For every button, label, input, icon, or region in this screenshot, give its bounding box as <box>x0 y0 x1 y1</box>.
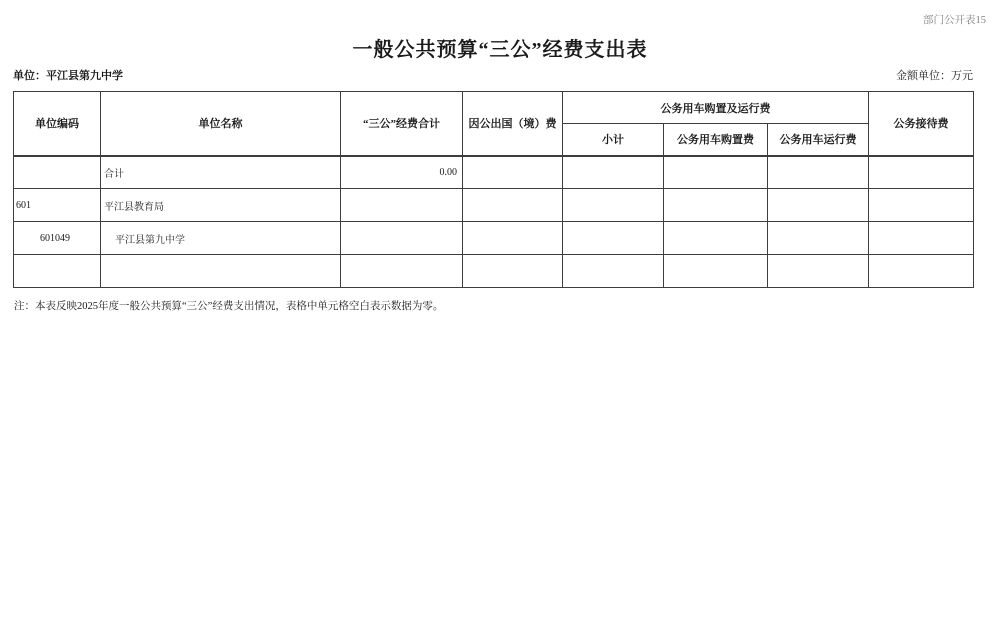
unit-label: 单位：平江县第九中学 <box>13 70 123 82</box>
cell-vehicle-subtotal <box>563 189 664 222</box>
cell-name: 平江县第九中学 <box>101 222 341 255</box>
cell-code <box>14 255 101 288</box>
cell-vehicle-operation <box>768 156 869 189</box>
footnote: 注：本表反映2025年度一般公共预算“三公”经费支出情况，表格中单元格空白表示数据为零。 <box>14 301 444 312</box>
cell-vehicle-subtotal <box>563 255 664 288</box>
cell-abroad-fee <box>463 255 563 288</box>
cell-vehicle-subtotal <box>563 222 664 255</box>
cell-three-public-total <box>341 189 463 222</box>
header-vehicle-group: 公务用车购置及运行费 <box>563 92 869 124</box>
header-vehicle-purchase: 公务用车购置费 <box>664 124 768 156</box>
header-reception-fee: 公务接待费 <box>869 92 974 156</box>
cell-name: 平江县教育局 <box>101 189 341 222</box>
table-row-school <box>14 222 974 255</box>
header-unit-code: 单位编码 <box>14 92 101 156</box>
cell-abroad-fee <box>463 222 563 255</box>
header-unit-name: 单位名称 <box>101 92 341 156</box>
header-abroad-fee: 因公出国（境）费 <box>463 92 563 156</box>
page-title: 一般公共预算“三公”经费支出表 <box>352 39 648 61</box>
corner-note: 部门公开表15 <box>923 15 986 26</box>
header-three-public-total: “三公”经费合计 <box>341 92 463 156</box>
cell-reception-fee <box>869 255 974 288</box>
cell-three-public-total: 0.00 <box>341 156 463 189</box>
cell-vehicle-operation <box>768 255 869 288</box>
cell-vehicle-operation <box>768 189 869 222</box>
cell-vehicle-subtotal <box>563 156 664 189</box>
table-row-total <box>14 156 974 189</box>
cell-code <box>14 156 101 189</box>
cell-reception-fee <box>869 222 974 255</box>
table-body <box>14 156 974 288</box>
meta-row <box>13 67 973 83</box>
table-header <box>14 92 974 156</box>
header-vehicle-operation: 公务用车运行费 <box>768 124 869 156</box>
cell-code: 601049 <box>14 222 101 255</box>
cell-code: 601 <box>14 189 101 222</box>
cell-abroad-fee <box>463 156 563 189</box>
table-row-empty <box>14 255 974 288</box>
cell-name <box>101 255 341 288</box>
amount-unit-label: 金额单位：万元 <box>896 70 973 82</box>
cell-name: 合计 <box>101 156 341 189</box>
cell-reception-fee <box>869 156 974 189</box>
cell-three-public-total <box>341 255 463 288</box>
cell-vehicle-purchase <box>664 255 768 288</box>
cell-three-public-total <box>341 222 463 255</box>
cell-vehicle-purchase <box>664 189 768 222</box>
cell-vehicle-operation <box>768 222 869 255</box>
cell-vehicle-purchase <box>664 222 768 255</box>
cell-abroad-fee <box>463 189 563 222</box>
header-vehicle-subtotal: 小计 <box>563 124 664 156</box>
cell-reception-fee <box>869 189 974 222</box>
cell-vehicle-purchase <box>664 156 768 189</box>
table-row-bureau <box>14 189 974 222</box>
budget-table <box>13 91 974 288</box>
